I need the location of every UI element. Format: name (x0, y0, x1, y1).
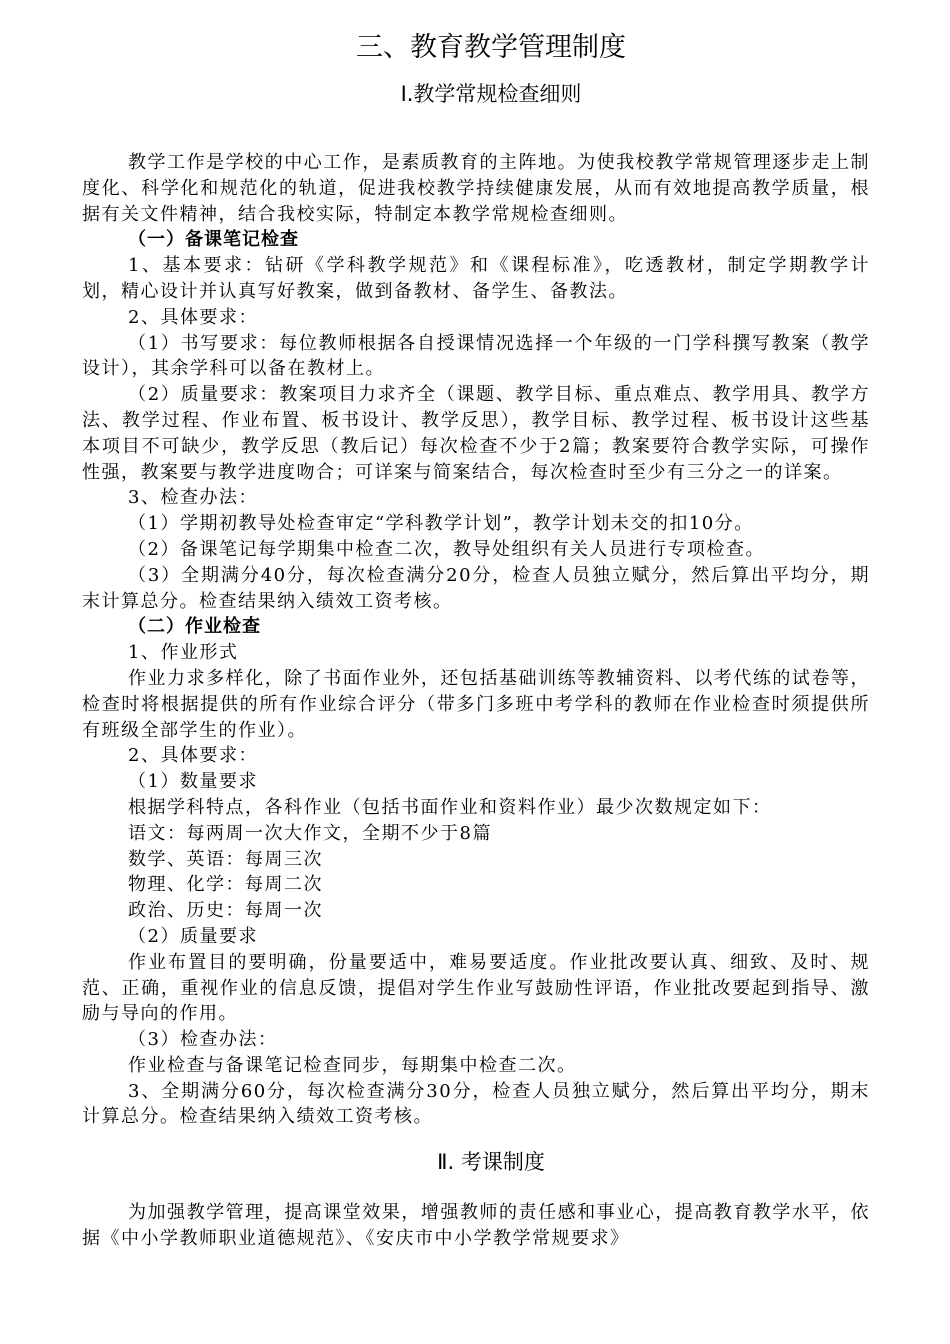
intro-paragraph: 教学工作是学校的中心工作，是素质教育的主阵地。为使我校教学常规管理逐步走上制度化、科学化和规范化的轨道，促进我校教学持续健康发展，从而有效地提高教学质量，根据有关文件精神，结合我校实际，特制定本教学常规检查细则。 (82, 152, 870, 225)
section1-heading: （一）备课笔记检查 (128, 229, 299, 251)
section2-paragraph: （3）检查办法： (128, 1029, 278, 1051)
section2-paragraph: 语文：每两周一次大作文，全期不少于8篇 (128, 822, 492, 844)
section2-paragraph: 作业布置目的要明确，份量要适中，难易要适度。作业批改要认真、细致、及时、规范、正确，重视作业的信息反馈，提倡对学生作业写鼓励性评语，作业批改要起到指导、激励与导向的作用。 (82, 951, 870, 1025)
section1-paragraph: （1）书写要求：每位教师根据各自授课情况选择一个年级的一门学科撰写教案（教学设计），其余学科可以备在教材上。 (82, 332, 870, 380)
section1-paragraph: （2）质量要求：教案项目力求齐全（课题、教学目标、重点难点、教学用具、教学方法、教学过程、作业布置、板书设计、教学反思），教学目标、教学过程、板书设计这些基本项目不可缺少，教学反思（教后记）每次检查不少于2篇；教案要符合教学实际，可操作性强，教案要与教学进度吻合；可详案与简案结合，每次检查时至少有三分之一的详案。 (82, 384, 870, 483)
section2-paragraph: 3、全期满分60分，每次检查满分30分，检查人员独立赋分，然后算出平均分，期末计算总分。检查结果纳入绩效工资考核。 (82, 1080, 870, 1128)
section1-paragraph: （3）全期满分40分，每次检查满分20分，检查人员独立赋分，然后算出平均分，期末计算总分。检查结果纳入绩效工资考核。 (82, 564, 870, 612)
section1-paragraph: 1、基本要求：钻研《学科教学规范》和《课程标准》，吃透教材，制定学期教学计划，精心设计并认真写好教案，做到备教材、备学生、备教法。 (82, 255, 870, 302)
section1-paragraph: 3、检查办法： (128, 487, 258, 509)
part2-title: Ⅱ. 考课制度 (437, 1150, 545, 1175)
part1-title: Ⅰ.教学常规检查细则 (400, 82, 582, 106)
section1-paragraph: 2、具体要求： (128, 306, 258, 328)
section2-paragraph: （1）数量要求 (128, 771, 258, 793)
section2-paragraph: 1、作业形式 (128, 642, 239, 664)
section2-paragraph: （2）质量要求 (128, 925, 258, 947)
section2-paragraph: 政治、历史：每周一次 (128, 900, 323, 922)
section2-paragraph: 2、具体要求： (128, 745, 258, 767)
document-title: 三、教育教学管理制度 (356, 32, 626, 63)
section2-heading: （二）作业检查 (128, 616, 261, 638)
section2-paragraph: 作业力求多样化，除了书面作业外，还包括基础训练等教辅资料、以考代练的试卷等，检查时将根据提供的所有作业综合评分（带多门多班中考学科的教师在作业检查时须提供所有班级全部学生的作业）。 (82, 667, 870, 741)
section2-paragraph: 根据学科特点，各科作业（包括书面作业和资料作业）最少次数规定如下： (128, 796, 772, 818)
section2-paragraph: 作业检查与备课笔记检查同步，每期集中检查二次。 (128, 1054, 577, 1076)
section2-paragraph: 物理、化学：每周二次 (128, 874, 323, 896)
section1-paragraph: （2）备课笔记每学期集中检查二次，教导处组织有关人员进行专项检查。 (128, 538, 765, 560)
part2-intro-paragraph: 为加强教学管理，提高课堂效果，增强教师的责任感和事业心，提高教育教学水平，依据《中小学教师职业道德规范》、《安庆市中小学教学常规要求》 (82, 1202, 870, 1250)
section2-paragraph: 数学、英语：每周三次 (128, 848, 323, 870)
document-page (82, 28, 870, 1252)
section1-paragraph: （1）学期初教导处检查审定“学科教学计划”，教学计划未交的扣10分。 (128, 513, 754, 535)
